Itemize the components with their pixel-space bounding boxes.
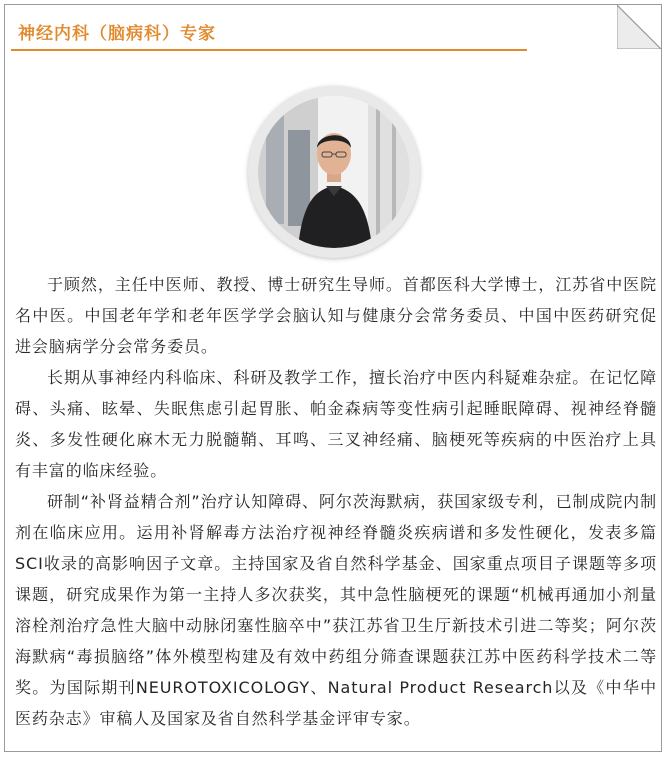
bio-paragraph: 研制“补肾益精合剂”治疗认知障碍、阿尔茨海默病，获国家级专利，已制成院内制剂在临床应用。运用补肾解毒方法治疗视神经脊髓炎疾病谱和多发性硬化，发表多篇SCI收录的高影响因子文章。主持国家及省自然科学基金、国家重点项目子课题等多项课题，研究成果作为第一主持人多次获奖，其中急性脑梗死的课题“机械再通加小剂量溶栓剂治疗急性大脑中动脉闭塞性脑卒中”获江苏省卫生厅新技术引进二等奖；阿尔茨海默病“毒损脑络”体外模型构建及有效中药组分筛查课题获江苏中医药科学技术二等奖。为国际期刊NEUROTOXICOLOGY、Natural Product Research以及《中华中医药杂志》审稿人及国家及省自然科学基金评审专家。: [15, 492, 657, 728]
doctor-biography: [15, 269, 657, 734]
bio-paragraph: 长期从事神经内科临床、科研及教学工作，擅长治疗中医内科疑难杂症。在记忆障碍、头痛、眩晕、失眠焦虑引起胃胀、帕金森病等变性病引起睡眠障碍、视神经脊髓炎、多发性硬化麻木无力脱髓鞘、耳鸣、三叉神经痛、脑梗死等疾病的中医治疗上具有丰富的临床经验。: [15, 368, 657, 480]
section-title: 神经内科（脑病科）专家: [18, 24, 216, 44]
doctor-portrait: [258, 96, 410, 248]
doctor-portrait-photo-icon: [258, 96, 410, 248]
bio-paragraph: 于顾然，主任中医师、教授、博士研究生导师。首都医科大学博士，江苏省中医院名中医。中国老年学和老年医学学会脑认知与健康分会常务委员、中国中医药研究促进会脑病学分会常务委员。: [15, 275, 657, 356]
portrait-frame: [248, 86, 420, 258]
page-fold-corner-icon: [617, 5, 661, 49]
title-underline: [11, 49, 527, 51]
expert-card: [4, 4, 662, 752]
